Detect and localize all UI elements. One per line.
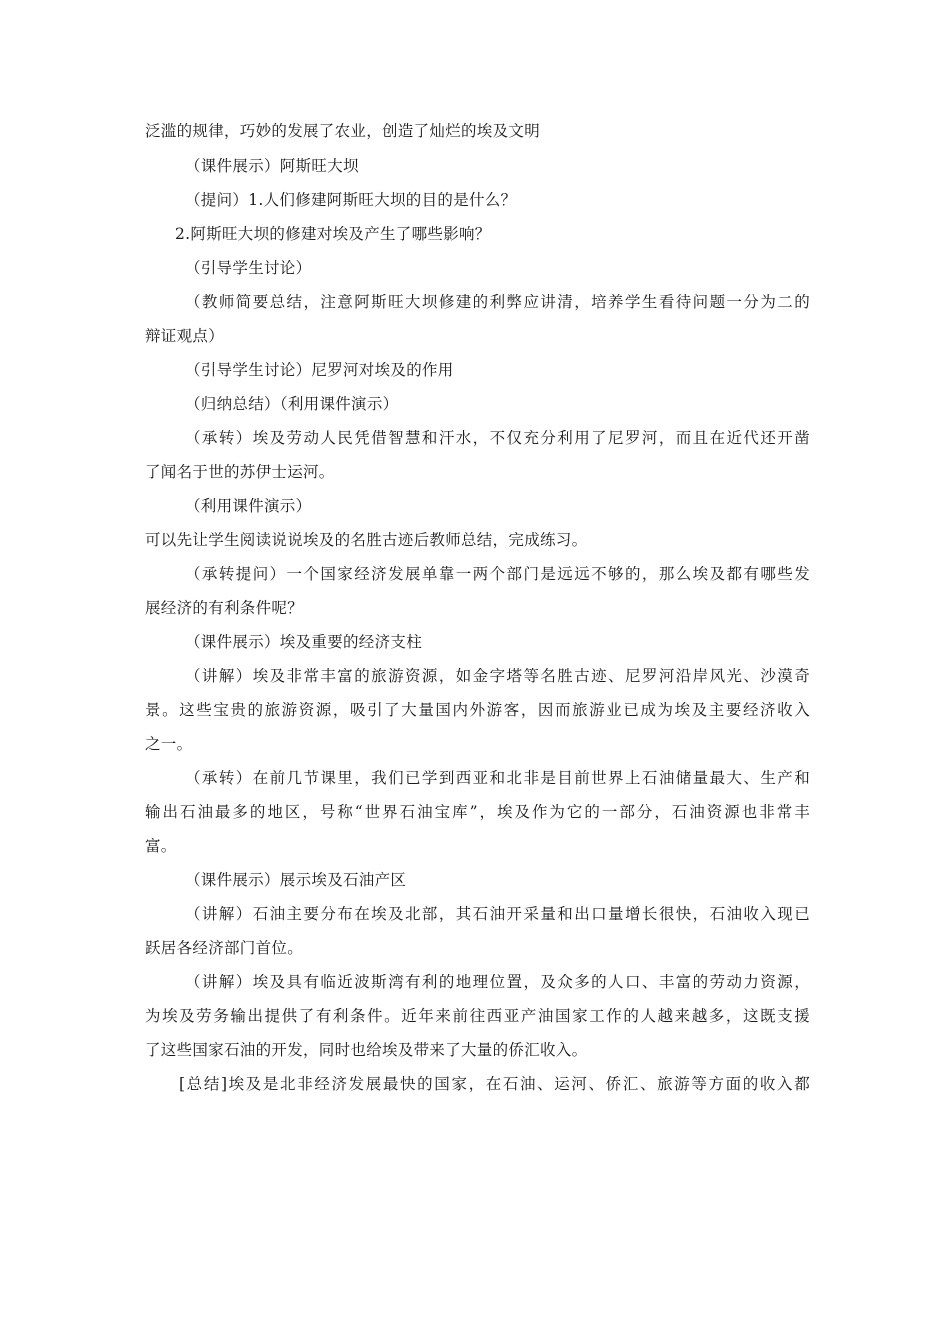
paragraph-line: 辩证观点） [145,327,225,345]
paragraph-line: 2.阿斯旺大坝的修建对埃及产生了哪些影响？ [175,225,491,243]
paragraph-line: （引导学生讨论）尼罗河对埃及的作用 [185,361,454,379]
paragraph-line: （利用课件演示） [185,497,312,515]
document-body [145,122,810,1094]
paragraph-line: （提问）1.人们修建阿斯旺大坝的目的是什么？ [185,191,517,209]
paragraph-line: （归纳总结）（利用课件演示） [185,395,399,413]
paragraph-line: 输出石油最多的地区，号称“世界石油宝库”，埃及作为它的一部分，石油资源也非常丰 [145,803,810,821]
paragraph-line: [总结]埃及是北非经济发展最快的国家，在石油、运河、侨汇、旅游等方面的收入都 [179,1075,810,1093]
paragraph-line: （课件展示）埃及重要的经济支柱 [185,633,423,651]
paragraph-line: （讲解）埃及非常丰富的旅游资源，如金字塔等名胜古迹、尼罗河沿岸风光、沙漠奇 [185,667,810,685]
paragraph-line: 为埃及劳务输出提供了有利条件。近年来前往西亚产油国家工作的人越来越多，这既支援 [145,1007,810,1025]
paragraph-line: 可以先让学生阅读说说埃及的名胜古迹后教师总结，完成练习。 [145,531,588,549]
paragraph-line: （教师简要总结，注意阿斯旺大坝修建的利弊应讲清，培养学生看待问题一分为二的 [185,293,810,311]
paragraph-line: 富。 [145,837,177,855]
paragraph-line: 之一。 [145,735,193,753]
paragraph-line: （讲解）埃及具有临近波斯湾有利的地理位置，及众多的人口、丰富的劳动力资源， [185,973,810,991]
paragraph-line: （承转提问）一个国家经济发展单靠一两个部门是远远不够的，那么埃及都有哪些发 [185,565,810,583]
paragraph-line: 景。这些宝贵的旅游资源，吸引了大量国内外游客，因而旅游业已成为埃及主要经济收入 [145,701,810,719]
paragraph-line: 跃居各经济部门首位。 [145,939,304,957]
paragraph-line: 了闻名于世的苏伊士运河。 [145,463,335,481]
paragraph-line: （课件展示）展示埃及石油产区 [185,871,407,889]
paragraph-line: 了这些国家石油的开发，同时也给埃及带来了大量的侨汇收入。 [145,1041,588,1059]
paragraph-line: （引导学生讨论） [185,259,312,277]
paragraph-line: （课件展示）阿斯旺大坝 [185,157,359,175]
paragraph-line: （讲解）石油主要分布在埃及北部，其石油开采量和出口量增长很快，石油收入现已 [185,905,810,923]
paragraph-line: （承转）埃及劳动人民凭借智慧和汗水，不仅充分利用了尼罗河，而且在近代还开凿 [185,429,810,447]
paragraph-line: （承转）在前几节课里，我们已学到西亚和北非是目前世界上石油储量最大、生产和 [185,769,810,787]
paragraph-line: 展经济的有利条件呢？ [145,599,304,617]
paragraph-line: 泛滥的规律，巧妙的发展了农业，创造了灿烂的埃及文明 [145,122,541,140]
